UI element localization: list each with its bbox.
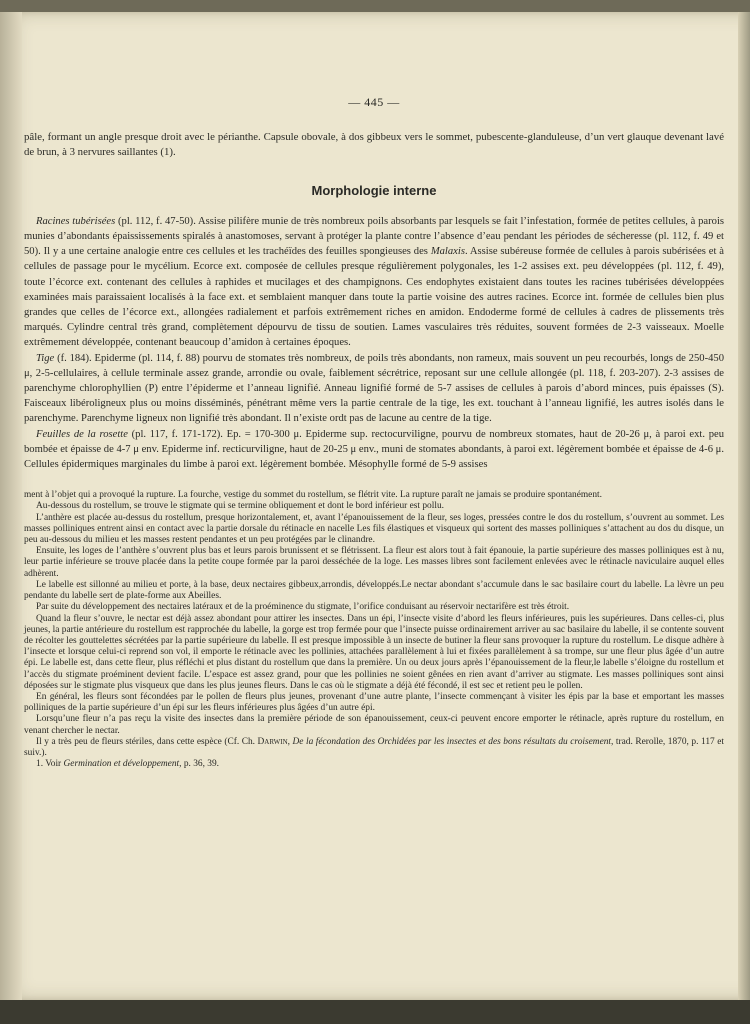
darwin-text-after: , trad. Rerolle, 1870, p. 117 et suiv.). — [24, 736, 724, 758]
footnote — [24, 759, 724, 770]
darwin-author: Darwin — [257, 736, 288, 747]
tige-text: (f. 184). Epiderme (pl. 114, f. 88) pourvu de stomates très nombreux, de poils très abondants, non rameux, mais souvent un peu recourbés, longs de 250-450 μ, 2-5-cellulaires, à cellule terminale assez grande, arrondie ou ovale, faiblement sécrétrice, reposant sur une cellule allongée (pl. 118, f. 203-207). 2-3 assises de parenchyme chlorophyllien (P) entre l’épiderme et l’anneau lignifié. Anneau lignifié formé de 5-7 assises de cellules à parois d’abord minces, puis épaisses (S). Faisceaux libéroligneux plus ou moins disséminés, pénétrant même vers la partie centrale de la tige, les ext. touchant à l’anneau lignifié, les autres isolés dans le parenchyme. Parenchyme ligneux non lignifié très abondant. Il n’existe ordt pas de lacune au centre de la tige. — [24, 352, 724, 425]
page-content — [24, 95, 724, 770]
footnote-text-after: , p. 36, 39. — [179, 759, 219, 770]
racines-italic-word: Malaxis — [430, 246, 465, 258]
small-paragraph: Lorsqu’une fleur n’a pas reçu la visite des insectes dans la première période de son épanouissement, ceux-ci peuvent encore emporter le rétinacle, après rupture du rostellum, en venant chercher le nectar. — [24, 714, 724, 736]
small-paragraph: Le labelle est sillonné au milieu et porte, à la base, deux nectaires gibbeux,arrondis, développés.Le nectar abondant s’accumule dans le sac basilaire court du labelle. La lèvre un peu pendante du labelle sert de plate-forme aux Abeilles. — [24, 579, 724, 602]
racines-text: (pl. 112, f. 47-50). Assise pilifère munie de très nombreux poils absorbants par lesquels se fait l’infestation, formée de petites cellules, à parois munies d’abondants épaississements spiralés à anastomoses, servant à protéger la plante contre l’absence d’eau pendant les périodes de sécheresse (pl. 112, f. 49 et 50). Il y a une certaine analogie entre ces cellules et les trachéïdes des feuilles spongieuses des — [24, 215, 725, 258]
small-paragraph: ment à l’objet qui a provoqué la rupture. La fourche, vestige du sommet du rostellum, se flétrit vite. La rupture paraît ne jamais se produire spontanément. — [24, 490, 602, 501]
darwin-separator: , — [287, 736, 293, 747]
small-paragraph: Quand la fleur s’ouvre, le nectar est déjà assez abondant pour attirer les insectes. Dans un épi, l’insecte visite d’abord les fleurs inférieures, puis les supérieures. Dans celles-ci, plus jeunes, la partie antérieure du rostellum est rapprochée du labelle, la gorge est trop fermée pour que l’insecte puisse ordinairement arriver au sac basilaire du labelle, il se contente souvent de récolter les gouttelettes sécrétées par la partie supérieure du labelle. Il est presque impossible à un insecte de butiner la fleur sans provoquer la rupture du rostellum. Le disque adhère à l’insecte et lorsque celui-ci reprend son vol, il emporte le rétinacle avec les pollinies, attachées parallèlement à lui et fixées parallèlement à sa trompe, sur une fleur plus âgée d’un autre épi. Le labelle est, dans cette fleur, plus réfléchi et plus distant du rostellum que dans la première. Un ou deux jours après l’épanouissement de la fleur,le labelle s’éloigne du rostellum et l’accès du stigmate proéminent devient facile. L’espace est assez grand, pour que les pollinies ne soient gênées en rien avant d’arriver au stigmate. Les masses polliniques sont ainsi déposées sur le stigmate plus visqueux que dans les plus jeunes fleurs. Dans le cas où le stigmate a déjà été fécondé, il est sec et retient peu le pollen. — [24, 613, 724, 691]
racines-text-end: . Assise subéreuse formée de cellules à parois subérisées et à cellules de passage pour le mycélium. Ecorce ext. composée de cellules presque régulièrement polygonales, les 1-2 assises ext. peu développées (pl. 112, f. 49), toute l’écorce ext. contenant des cellules à raphides et mucilages et des champignons. Ces endophytes existaient dans toutes les racines tubérisées développées examinées mais paraissaient localisés à la face ext. et semblaient manquer dans toute la partie voisine des autres racines. Ecorce int. formée de cellules bien plus grandes que celles de l’écorce ext., allongées radialement et parfois extrêmement riches en amidon. Endoderme formé de cellules à cadres de plissements très marqués. Cylindre central très grand, complètement dépourvu de tissu de soutien. Lames vasculaires très réduites, souvent formées de 2-3 vaisseaux. Moelle extrêmement développée, contenant beaucoup d’amidon à certaines époques. — [24, 246, 725, 349]
darwin-note — [24, 737, 724, 759]
small-paragraph: Par suite du développement des nectaires latéraux et de la proéminence du stigmate, l’orifice conduisant au réservoir nectarifère est très étroit. — [36, 602, 570, 613]
darwin-text-before: Il y a très peu de fleurs stériles, dans cette espèce (Cf. Ch. — [36, 736, 258, 747]
page-number: — 445 — — [348, 95, 400, 109]
small-paragraph: Ensuite, les loges de l’anthère s’ouvrent plus bas et leurs parois brunissent et se flétrissent. La fleur est alors tout à fait épanouie, la partie supérieure des masses polliniques est à nu, leur partie inférieure se trouve placée dans la petite coupe formée par la paroi desséchée de la loge. Les masses libres sont facilement enlevées avec le rétinacle naviculaire auquel elles adhèrent. — [24, 546, 724, 579]
intro-paragraph: pâle, formant un angle presque droit avec le périanthe. Capsule obovale, à dos gibbeux vers le sommet, pubescente-glanduleuse, d’un vert glauque devenant lavé de brun, à 3 nervures saillantes (1). — [24, 131, 724, 159]
feuilles-text: (pl. 117, f. 171-172). Ep. = 170-300 μ. Epiderme sup. rectocurviligne, pourvu de nombreux stomates, haut de 20-26 μ, à paroi ext. peu bombée et épaisse de 4-7 μ env. Epiderme inf. recticurviligne, haut de 20-25 μ env., muni de stomates abondants, à paroi ext. légèrement bombée et épaisse de 4-6 μ. Cellules épidermiques marginales du limbe à paroi ext. légèrement bombée. Mésophylle formé de 5-9 assises — [24, 428, 724, 471]
top-background-strip — [0, 0, 750, 12]
feuilles-lead: Feuilles de la rosette — [36, 428, 128, 440]
darwin-title: De la fécondation des Orchidées par les insectes et des bons résultats du croisement — [292, 736, 612, 747]
small-paragraph: Au-dessous du rostellum, se trouve le stigmate qui se termine obliquement et dont le bord inférieur est pollu. — [36, 501, 444, 512]
footnote-text-before: 1. Voir — [36, 759, 64, 770]
footnote-title: Germination et développement — [63, 759, 180, 770]
small-print-section — [24, 490, 724, 770]
small-paragraph: En général, les fleurs sont fécondées par le pollen de fleurs plus jeunes, provenant d’une autre plante, l’insecte commençant à visiter les épis par la base et emportant les masses polliniques de la partie supérieure d’un épi sur les fleurs inférieures plus âgées d’un autre épi. — [24, 691, 724, 714]
main-text — [24, 214, 724, 472]
paragraph-racines — [24, 214, 724, 351]
paragraph-tige — [24, 351, 724, 427]
page-gutter — [0, 12, 22, 1000]
racines-lead: Racines tubérisées — [36, 215, 116, 227]
paragraph-feuilles — [24, 427, 724, 473]
section-heading: Morphologie interne — [311, 182, 437, 198]
small-paragraph: L’anthère est placée au-dessus du rostellum, presque horizontalement, et, avant l’épanouissement de la fleur, ses loges, pressées contre le dos du rostellum, s’ouvrent au sommet. Les masses polliniques entrent ainsi en contact avec la partie dorsale du rétinacle en nacelle Les fils élastiques et visqueux qui sortent des masses polliniques s’attachent au dos du disque, un peu au-dessous du milieu et les masses restent pendantes et un peu protégées par le clinandre. — [24, 512, 724, 546]
page-edge — [738, 12, 750, 1000]
tige-lead: Tige — [36, 352, 55, 364]
bottom-background-strip — [0, 1000, 750, 1024]
